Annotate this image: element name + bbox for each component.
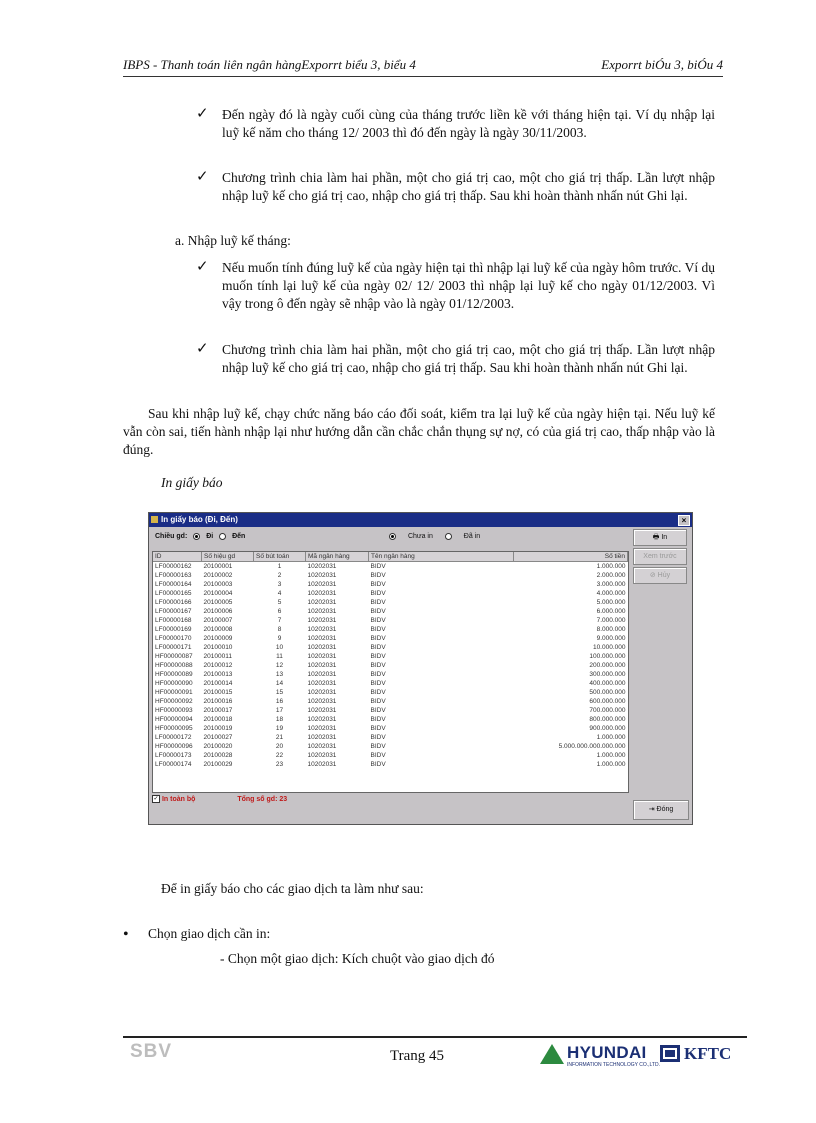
cell-bank-name: BIDV xyxy=(370,572,386,579)
cell-amount: 10.000.000 xyxy=(592,644,626,651)
cell-bank-name: BIDV xyxy=(370,743,386,750)
cell-bank-code: 10202031 xyxy=(307,716,337,723)
figure-caption: In giấy báo xyxy=(161,475,223,490)
hyundai-name: HYUNDAI xyxy=(567,1043,647,1062)
table-row[interactable] xyxy=(153,616,628,625)
cell-bank-name: BIDV xyxy=(370,671,386,678)
table-row[interactable] xyxy=(153,589,628,598)
cell-entry-no: 8 xyxy=(277,626,282,633)
cell-id: HF00000096 xyxy=(155,743,193,750)
col-entry-no[interactable]: Số bút toán xyxy=(254,552,306,562)
cell-trans-no: 20100028 xyxy=(203,752,233,759)
cell-trans-no: 20100003 xyxy=(203,581,233,588)
col-trans-no[interactable]: Số hiệu gd xyxy=(202,552,254,562)
paragraph-3: Nếu muốn tính đúng luỹ kế của ngày hiện tại thì nhập lại luỹ kế của ngày hôm trước. Ví dụ muốn tính lại luỹ kế của ngày 02/ 12/ 2003 thì nhập lại luỹ kế cho ngày 01/12/2003. Vì vậy trong ô đến ngày sẽ nhập vào là ngày 01/12/2003. xyxy=(222,260,715,311)
cell-amount: 1.000.000 xyxy=(596,752,626,759)
col-id[interactable]: ID xyxy=(153,552,202,562)
direction-label: Chiều gd: xyxy=(155,533,188,541)
cell-amount: 1.000.000 xyxy=(596,734,626,741)
footer-divider xyxy=(123,1036,747,1038)
print-all-label: In toàn bộ xyxy=(161,795,196,803)
cell-trans-no: 20100027 xyxy=(203,734,233,741)
table-row[interactable] xyxy=(153,697,628,706)
table-row[interactable] xyxy=(153,643,628,652)
table-row[interactable] xyxy=(153,715,628,724)
cell-bank-name: BIDV xyxy=(370,635,386,642)
app-icon xyxy=(151,516,158,523)
cell-id: LF00000170 xyxy=(155,635,192,642)
table-row[interactable] xyxy=(153,652,628,661)
close-dialog-button[interactable]: ⇥ Đóng xyxy=(633,800,689,820)
transaction-grid[interactable] xyxy=(152,551,629,793)
table-row[interactable] xyxy=(153,607,628,616)
cell-entry-no: 5 xyxy=(277,599,282,606)
kftc-emblem-icon xyxy=(660,1045,680,1062)
cell-entry-no: 11 xyxy=(276,653,283,660)
cell-bank-code: 10202031 xyxy=(307,743,337,750)
cell-bank-name: BIDV xyxy=(370,662,386,669)
col-bank-code[interactable]: Mã ngân hàng xyxy=(306,552,369,562)
cell-entry-no: 19 xyxy=(275,725,284,732)
table-row[interactable] xyxy=(153,598,628,607)
cell-amount: 4.000.000 xyxy=(596,590,626,597)
cell-id: LF00000168 xyxy=(155,617,192,624)
cell-bank-name: BIDV xyxy=(370,563,386,570)
cell-entry-no: 10 xyxy=(275,644,284,651)
cell-bank-name: BIDV xyxy=(370,707,386,714)
cell-entry-no: 17 xyxy=(275,707,284,714)
cell-amount: 200.000.000 xyxy=(589,662,626,669)
paragraph-4: Chương trình chia làm hai phần, một cho giá trị cao, một cho giá trị thấp. Lần lượt nhập nhập luỹ kế cho giá trị cao, nhập cho giá trị thấp. Sau khi hoàn thành nhấn nút Ghi lại. xyxy=(222,342,715,375)
cell-trans-no: 20100005 xyxy=(203,599,233,606)
radio-unprinted-label: Chưa in xyxy=(407,533,433,541)
cell-id: LF00000172 xyxy=(155,734,192,741)
cell-trans-no: 20100020 xyxy=(203,743,233,750)
cell-bank-code: 10202031 xyxy=(307,599,337,606)
cell-bank-code: 10202031 xyxy=(307,635,337,642)
checkmark-icon: ✓ xyxy=(196,106,209,122)
cell-bank-code: 10202031 xyxy=(307,608,337,615)
table-row[interactable] xyxy=(153,580,628,589)
cell-trans-no: 20100014 xyxy=(203,680,233,687)
cell-bank-name: BIDV xyxy=(370,689,386,696)
cell-bank-code: 10202031 xyxy=(307,563,337,570)
cell-amount: 6.000.000 xyxy=(596,608,626,615)
kftc-name: KFTC xyxy=(684,1044,732,1063)
cell-bank-name: BIDV xyxy=(370,599,386,606)
cell-amount: 500.000.000 xyxy=(589,689,626,696)
cell-bank-name: BIDV xyxy=(370,734,386,741)
paragraph-5: Sau khi nhập luỹ kế, chạy chức năng báo cáo đối soát, kiểm tra lại luỹ kế của ngày hiện tại. Nếu luỹ kế vẫn còn sai, tiến hành nhập lại như hướng dẫn cần chắc chắn thụng sự nợ, có của giá trị cao, thấp nhập vào là đúng. xyxy=(123,406,715,457)
cell-trans-no: 20100029 xyxy=(203,761,233,768)
cell-entry-no: 9 xyxy=(277,635,282,642)
cell-bank-code: 10202031 xyxy=(307,752,337,759)
dialog-side-buttons xyxy=(633,529,687,586)
cell-bank-code: 10202031 xyxy=(307,671,337,678)
cell-trans-no: 20100019 xyxy=(203,725,233,732)
cell-bank-name: BIDV xyxy=(370,608,386,615)
radio-printed-label: Đã in xyxy=(463,533,481,541)
cell-id: HF00000091 xyxy=(155,689,193,696)
cell-amount: 3.000.000 xyxy=(596,581,626,588)
table-row[interactable] xyxy=(153,562,628,572)
cell-id: HF00000090 xyxy=(155,680,193,687)
cell-bank-name: BIDV xyxy=(370,644,386,651)
cell-trans-no: 20100001 xyxy=(203,563,233,570)
cell-bank-code: 10202031 xyxy=(307,572,337,579)
print-notice-dialog xyxy=(148,512,693,825)
cell-id: LF00000167 xyxy=(155,608,192,615)
cell-bank-name: BIDV xyxy=(370,653,386,660)
cell-entry-no: 13 xyxy=(275,671,284,678)
cell-trans-no: 20100012 xyxy=(203,662,233,669)
sbv-logo: SBV xyxy=(130,1041,173,1062)
table-row[interactable] xyxy=(153,571,628,580)
cell-bank-name: BIDV xyxy=(370,725,386,732)
cell-bank-code: 10202031 xyxy=(307,734,337,741)
page-number: Trang 45 xyxy=(390,1048,445,1064)
cell-trans-no: 20100008 xyxy=(203,626,233,633)
cell-trans-no: 20100004 xyxy=(203,590,233,597)
cell-trans-no: 20100016 xyxy=(203,698,233,705)
cell-entry-no: 2 xyxy=(277,572,282,579)
dialog-footer xyxy=(152,795,287,803)
checkmark-icon: ✓ xyxy=(196,259,209,275)
cell-bank-name: BIDV xyxy=(370,698,386,705)
direction-filter xyxy=(155,533,249,540)
cell-entry-no: 4 xyxy=(277,590,282,597)
table-row[interactable] xyxy=(153,733,628,742)
cell-id: HF00000093 xyxy=(155,707,193,714)
cell-trans-no: 20100002 xyxy=(203,572,233,579)
cell-bank-name: BIDV xyxy=(370,761,386,768)
cell-entry-no: 16 xyxy=(275,698,284,705)
cell-entry-no: 7 xyxy=(277,617,282,624)
cell-entry-no: 12 xyxy=(275,662,284,669)
cell-bank-code: 10202031 xyxy=(307,707,337,714)
cell-bank-code: 10202031 xyxy=(307,680,337,687)
cell-trans-no: 20100017 xyxy=(203,707,233,714)
cell-amount: 700.000.000 xyxy=(589,707,626,714)
cell-amount: 7.000.000 xyxy=(596,617,626,624)
table-row[interactable] xyxy=(153,688,628,697)
table-row[interactable] xyxy=(153,679,628,688)
radio-unprinted[interactable] xyxy=(389,533,396,540)
cell-amount: 800.000.000 xyxy=(589,716,626,723)
cell-bank-code: 10202031 xyxy=(307,644,337,651)
cell-id: LF00000174 xyxy=(155,761,192,768)
total-count: Tổng số gd: 23 xyxy=(237,795,288,803)
cell-id: LF00000173 xyxy=(155,752,192,759)
cell-id: HF00000095 xyxy=(155,725,193,732)
cell-entry-no: 3 xyxy=(277,581,282,588)
cell-bank-name: BIDV xyxy=(370,752,386,759)
cell-bank-name: BIDV xyxy=(370,716,386,723)
cell-amount: 1.000.000 xyxy=(596,761,626,768)
radio-printed[interactable] xyxy=(445,533,452,540)
cell-trans-no: 20100015 xyxy=(203,689,233,696)
hyundai-subtitle: INFORMATION TECHNOLOGY CO.,LTD. xyxy=(567,1062,660,1068)
header-right: Exporrt biÓu 3, biÓu 4 xyxy=(601,57,723,72)
dash-item: - Chọn một giao dịch: Kích chuột vào giao dịch đó xyxy=(220,951,495,966)
page-header xyxy=(123,57,723,77)
cell-trans-no: 20100006 xyxy=(203,608,233,615)
cell-id: LF00000163 xyxy=(155,572,192,579)
cell-entry-no: 22 xyxy=(275,752,284,759)
bullet-icon: • xyxy=(123,926,129,943)
cell-entry-no: 15 xyxy=(275,689,284,696)
cell-bank-name: BIDV xyxy=(370,617,386,624)
cell-entry-no: 1 xyxy=(277,563,282,570)
section-heading: a. Nhập luỹ kế tháng: xyxy=(175,233,291,248)
col-amount[interactable]: Số tiền xyxy=(514,552,628,562)
cell-bank-name: BIDV xyxy=(370,626,386,633)
cell-trans-no: 20100009 xyxy=(203,635,233,642)
bullet-text: Chọn giao dịch cần in: xyxy=(148,926,271,941)
cell-amount: 1.000.000 xyxy=(596,563,626,570)
grid-header-row xyxy=(153,552,628,562)
cell-bank-code: 10202031 xyxy=(307,689,337,696)
cell-trans-no: 20100011 xyxy=(203,653,232,660)
cell-bank-code: 10202031 xyxy=(307,653,337,660)
paragraph-1: Đến ngày đó là ngày cuối cùng của tháng trước liền kề với tháng hiện tại. Ví dụ nhập lại luỹ kế năm cho tháng 12/ 2003 thì đó đến ngày là ngày 30/11/2003. xyxy=(222,107,715,140)
table-row[interactable] xyxy=(153,742,628,751)
cell-amount: 300.000.000 xyxy=(589,671,626,678)
print-button[interactable]: 🖶 In xyxy=(633,529,687,546)
table-row[interactable] xyxy=(153,634,628,643)
cancel-button[interactable]: ⊘ Hủy xyxy=(633,567,687,584)
cell-amount: 400.000.000 xyxy=(589,680,626,687)
cell-id: LF00000169 xyxy=(155,626,192,633)
cell-bank-code: 10202031 xyxy=(307,761,337,768)
print-all-checkbox[interactable]: ✓ xyxy=(153,796,159,802)
cell-amount: 5.000.000 xyxy=(596,599,626,606)
cell-id: HF00000089 xyxy=(155,671,193,678)
radio-den-label: Đến xyxy=(232,533,246,541)
cell-id: LF00000165 xyxy=(155,590,192,597)
cell-amount: 900.000.000 xyxy=(589,725,626,732)
hyundai-triangle-icon xyxy=(540,1044,564,1064)
close-icon[interactable]: × xyxy=(678,515,690,526)
cell-id: LF00000171 xyxy=(155,644,192,651)
cell-id: HF00000087 xyxy=(155,653,193,660)
cell-bank-name: BIDV xyxy=(370,590,386,597)
table-row[interactable] xyxy=(153,661,628,670)
checkmark-icon: ✓ xyxy=(196,169,209,185)
radio-den[interactable] xyxy=(219,533,226,540)
cell-id: LF00000166 xyxy=(155,599,192,606)
cell-id: HF00000092 xyxy=(155,698,193,705)
cell-bank-code: 10202031 xyxy=(307,662,337,669)
table-row[interactable] xyxy=(153,724,628,733)
cell-bank-code: 10202031 xyxy=(307,581,337,588)
cell-amount: 100.000.000 xyxy=(589,653,626,660)
cell-bank-code: 10202031 xyxy=(307,698,337,705)
radio-di-label: Đi xyxy=(206,533,214,541)
preview-button[interactable]: Xem trước xyxy=(633,548,687,565)
cell-entry-no: 6 xyxy=(277,608,282,615)
cell-bank-name: BIDV xyxy=(370,680,386,687)
cell-bank-code: 10202031 xyxy=(307,617,337,624)
cell-bank-code: 10202031 xyxy=(307,590,337,597)
col-bank-name[interactable]: Tên ngân hàng xyxy=(369,552,514,562)
cell-amount: 600.000.000 xyxy=(589,698,626,705)
table-row[interactable] xyxy=(153,760,628,769)
cell-entry-no: 18 xyxy=(275,716,284,723)
cell-entry-no: 23 xyxy=(275,761,284,768)
radio-di[interactable] xyxy=(193,533,200,540)
table-row[interactable] xyxy=(153,625,628,634)
cell-bank-name: BIDV xyxy=(370,581,386,588)
paragraph-2: Chương trình chia làm hai phần, một cho giá trị cao, một cho giá trị thấp. Lần lượt nhập nhập luỹ kế cho giá trị cao, nhập cho giá trị thấp. Sau khi hoàn thành nhấn nút Ghi lại. xyxy=(222,170,715,203)
cell-id: LF00000164 xyxy=(155,581,192,588)
cell-entry-no: 21 xyxy=(275,734,284,741)
cell-id: HF00000088 xyxy=(155,662,193,669)
dialog-title: In giấy báo (Đi, Đến) xyxy=(161,515,238,524)
cell-entry-no: 14 xyxy=(275,680,284,687)
cell-trans-no: 20100018 xyxy=(203,716,233,723)
cell-id: HF00000094 xyxy=(155,716,193,723)
checkmark-icon: ✓ xyxy=(196,341,209,357)
cell-trans-no: 20100013 xyxy=(203,671,233,678)
table-row[interactable] xyxy=(153,751,628,760)
cell-amount: 2.000.000 xyxy=(596,572,626,579)
cell-bank-code: 10202031 xyxy=(307,725,337,732)
cell-bank-code: 10202031 xyxy=(307,626,337,633)
print-status-filter xyxy=(389,533,490,540)
cell-id: LF00000162 xyxy=(155,563,192,570)
cell-trans-no: 20100007 xyxy=(203,617,233,624)
dialog-titlebar xyxy=(149,513,692,527)
table-row[interactable] xyxy=(153,670,628,679)
cell-amount: 5.000.000.000.000.000 xyxy=(558,743,626,750)
cell-amount: 9.000.000 xyxy=(596,635,626,642)
cell-trans-no: 20100010 xyxy=(203,644,233,651)
header-left: IBPS - Thanh toán liên ngân hàngExporrt biểu 3, biểu 4 xyxy=(123,57,416,72)
paragraph-6: Để in giấy báo cho các giao dịch ta làm như sau: xyxy=(161,881,424,896)
cell-amount: 8.000.000 xyxy=(596,626,626,633)
table-row[interactable] xyxy=(153,706,628,715)
cell-entry-no: 20 xyxy=(275,743,284,750)
